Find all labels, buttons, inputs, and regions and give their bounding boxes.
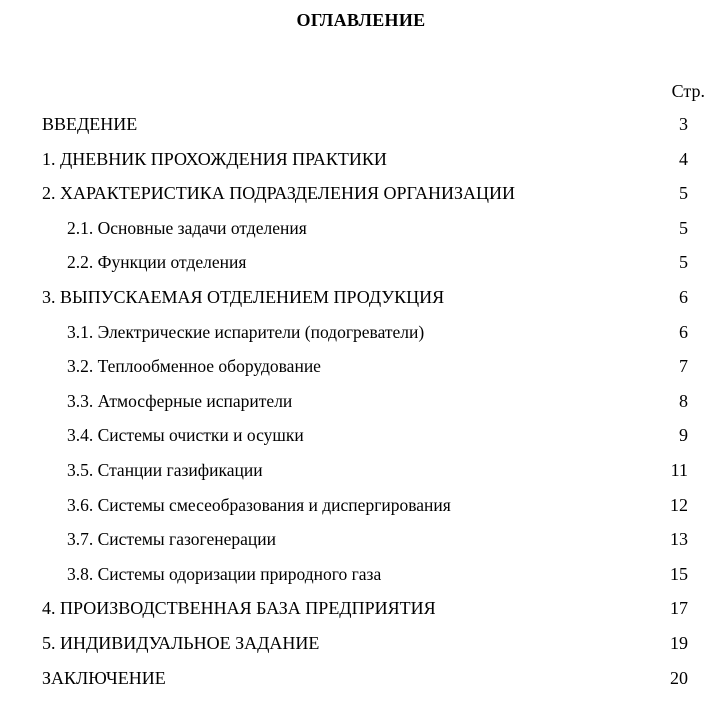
toc-entry-label: ЗАКЛЮЧЕНИЕ xyxy=(42,667,166,689)
toc-entry-label: 5. ИНДИВИДУАЛЬНОЕ ЗАДАНИЕ xyxy=(42,632,319,654)
toc-entry-page: 5 xyxy=(628,217,688,239)
toc-entry-label: 2.1. Основные задачи отделения xyxy=(67,217,307,239)
toc-subentry[interactable] xyxy=(0,217,722,252)
toc-subentry[interactable] xyxy=(0,528,722,563)
toc-entry[interactable] xyxy=(0,597,722,632)
toc-entry[interactable] xyxy=(0,632,722,667)
toc-entry-page: 19 xyxy=(628,632,688,654)
toc-entry-label: 2. ХАРАКТЕРИСТИКА ПОДРАЗДЕЛЕНИЯ ОРГАНИЗАЦИИ xyxy=(42,182,515,204)
toc-subentry[interactable] xyxy=(0,355,722,390)
toc-entry-page: 6 xyxy=(628,286,688,308)
toc-entry-label: 1. ДНЕВНИК ПРОХОЖДЕНИЯ ПРАКТИКИ xyxy=(42,148,387,170)
toc-entry-page: 12 xyxy=(628,494,688,516)
toc-subentry[interactable] xyxy=(0,459,722,494)
toc-subentry[interactable] xyxy=(0,321,722,356)
toc-entry-page: 13 xyxy=(628,528,688,550)
toc-entry-label: 3.5. Станции газификации xyxy=(67,459,263,481)
toc-entry-label: 3.2. Теплообменное оборудование xyxy=(67,355,321,377)
toc-entry-page: 7 xyxy=(628,355,688,377)
toc-entry-page: 5 xyxy=(628,182,688,204)
toc-subentry[interactable] xyxy=(0,494,722,529)
toc-entry-label: 3.4. Системы очистки и осушки xyxy=(67,424,304,446)
toc-entry[interactable] xyxy=(0,113,722,148)
toc-entry-page: 11 xyxy=(628,459,688,481)
toc-entry-page: 9 xyxy=(628,424,688,446)
toc-entry-page: 17 xyxy=(628,597,688,619)
page-column-header: Стр. xyxy=(620,80,705,102)
toc-entry-page: 8 xyxy=(628,390,688,412)
toc-entry-label: 3.6. Системы смесеобразования и диспергирования xyxy=(67,494,451,516)
toc-entry-label: 4. ПРОИЗВОДСТВЕННАЯ БАЗА ПРЕДПРИЯТИЯ xyxy=(42,597,436,619)
toc-subentry[interactable] xyxy=(0,563,722,598)
toc-entry-label: 3.3. Атмосферные испарители xyxy=(67,390,292,412)
toc-entry[interactable] xyxy=(0,667,722,701)
toc-entry-page: 3 xyxy=(628,113,688,135)
toc-entry-label: 3.8. Системы одоризации природного газа xyxy=(67,563,381,585)
toc-entry[interactable] xyxy=(0,182,722,217)
toc-subentry[interactable] xyxy=(0,251,722,286)
toc-entry-label: 3.1. Электрические испарители (подогреватели) xyxy=(67,321,424,343)
toc-entry-label: 2.2. Функции отделения xyxy=(67,251,246,273)
toc-entry-page: 5 xyxy=(628,251,688,273)
page-title: ОГЛАВЛЕНИЕ xyxy=(0,9,722,31)
toc-entry[interactable] xyxy=(0,148,722,183)
toc-entry-page: 20 xyxy=(628,667,688,689)
toc-entry-page: 6 xyxy=(628,321,688,343)
toc-entry[interactable] xyxy=(0,286,722,321)
toc-subentry[interactable] xyxy=(0,424,722,459)
toc-entry-label: 3.7. Системы газогенерации xyxy=(67,528,276,550)
toc-entry-page: 4 xyxy=(628,148,688,170)
toc-subentry[interactable] xyxy=(0,390,722,425)
toc-entry-page: 15 xyxy=(628,563,688,585)
toc-list xyxy=(0,113,722,701)
toc-entry-label: ВВЕДЕНИЕ xyxy=(42,113,137,135)
toc-entry-label: 3. ВЫПУСКАЕМАЯ ОТДЕЛЕНИЕМ ПРОДУКЦИЯ xyxy=(42,286,444,308)
